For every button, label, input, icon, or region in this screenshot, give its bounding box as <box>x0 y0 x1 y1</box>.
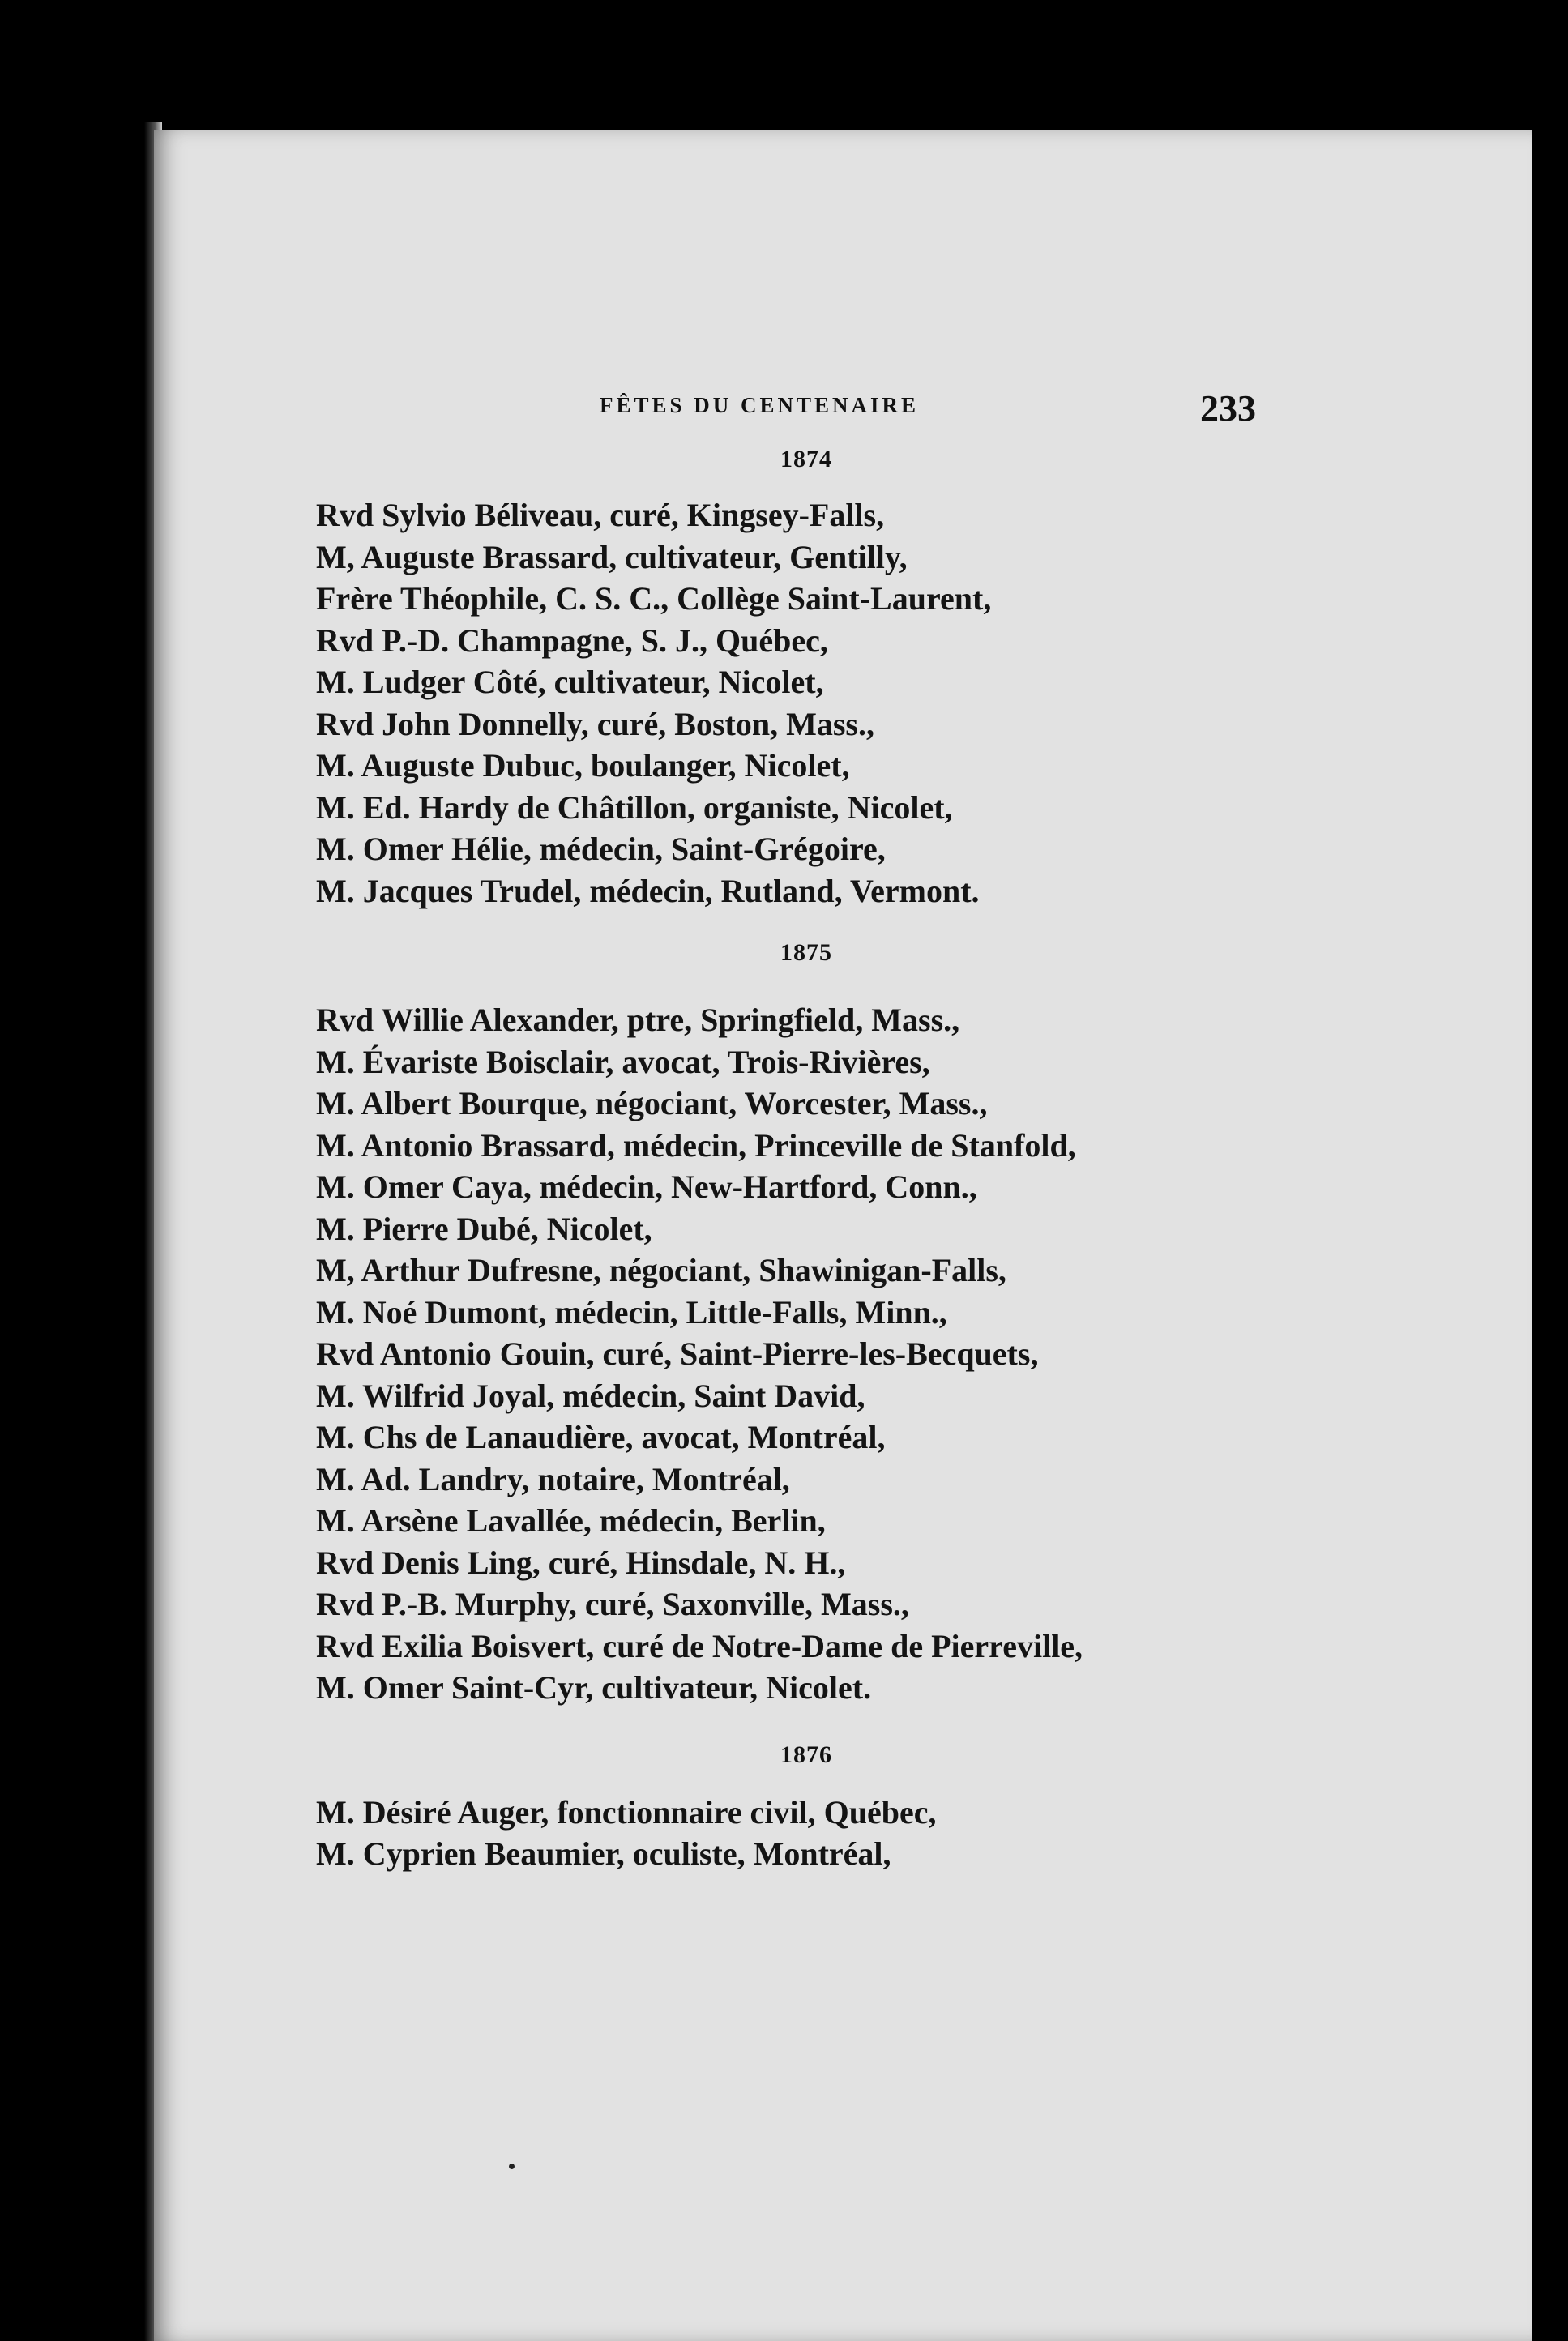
list-item: Rvd Denis Ling, curé, Hinsdale, N. H., <box>316 1544 846 1581</box>
list-item: M, Auguste Brassard, cultivateur, Gentilly, <box>316 538 908 575</box>
list-item: M. Pierre Dubé, Nicolet, <box>316 1210 652 1247</box>
entry-list-1876 <box>316 1792 1329 1875</box>
year-heading-1876: 1876 <box>780 1741 832 1768</box>
list-item: Rvd P.-D. Champagne, S. J., Québec, <box>316 622 828 659</box>
list-item: Rvd Sylvio Béliveau, curé, Kingsey-Falls, <box>316 497 885 533</box>
year-heading-1875: 1875 <box>780 939 832 966</box>
running-header <box>462 387 1256 442</box>
list-item: M. Antonio Brassard, médecin, Princeville de Stanfold, <box>316 1126 1076 1164</box>
list-item: M. Ludger Côté, cultivateur, Nicolet, <box>316 664 824 700</box>
list-item: M, Arthur Dufresne, négociant, Shawinigan-Falls, <box>316 1252 1006 1288</box>
page-number: 233 <box>1200 387 1256 429</box>
list-item: Rvd Willie Alexander, ptre, Springfield, Mass., <box>316 1002 960 1038</box>
year-heading-1874: 1874 <box>780 446 832 472</box>
list-item: Frère Théophile, C. S. C., Collège Saint-Laurent, <box>316 580 992 617</box>
page-content <box>316 446 1329 1875</box>
list-item: M. Jacques Trudel, médecin, Rutland, Vermont. <box>316 872 980 909</box>
entry-list-1875 <box>316 999 1329 1709</box>
running-title: FÊTES DU CENTENAIRE <box>600 393 920 417</box>
list-item: M. Auguste Dubuc, boulanger, Nicolet, <box>316 747 850 784</box>
list-item: M. Omer Caya, médecin, New-Hartford, Conn., <box>316 1168 977 1205</box>
list-item: M. Omer Saint-Cyr, cultivateur, Nicolet. <box>316 1669 872 1706</box>
list-item: Rvd John Donnelly, curé, Boston, Mass., <box>316 705 874 742</box>
list-item: Rvd Antonio Gouin, curé, Saint-Pierre-les-Becquets, <box>316 1335 1039 1372</box>
entry-list-1874 <box>316 494 1329 912</box>
list-item: M. Évariste Boisclair, avocat, Trois-Rivières, <box>316 1043 930 1080</box>
list-item: M. Omer Hélie, médecin, Saint-Grégoire, <box>316 831 886 867</box>
list-item: M. Cyprien Beaumier, oculiste, Montréal, <box>316 1835 891 1872</box>
list-item: M. Arsène Lavallée, médecin, Berlin, <box>316 1502 826 1539</box>
list-item: M. Albert Bourque, négociant, Worcester, Mass., <box>316 1085 988 1121</box>
list-item: Rvd Exilia Boisvert, curé de Notre-Dame de Pierreville, <box>316 1627 1083 1664</box>
list-item: M. Wilfrid Joyal, médecin, Saint David, <box>316 1377 865 1414</box>
ink-speck <box>509 2164 515 2169</box>
list-item: M. Ad. Landry, notaire, Montréal, <box>316 1460 790 1497</box>
list-item: M. Ed. Hardy de Châtillon, organiste, Nicolet, <box>316 788 953 826</box>
list-item: M. Chs de Lanaudière, avocat, Montréal, <box>316 1419 886 1455</box>
list-item: Rvd P.-B. Murphy, curé, Saxonville, Mass., <box>316 1586 909 1622</box>
list-item: M. Désiré Auger, fonctionnaire civil, Québec, <box>316 1793 937 1831</box>
list-item: M. Noé Dumont, médecin, Little-Falls, Minn., <box>316 1293 947 1331</box>
